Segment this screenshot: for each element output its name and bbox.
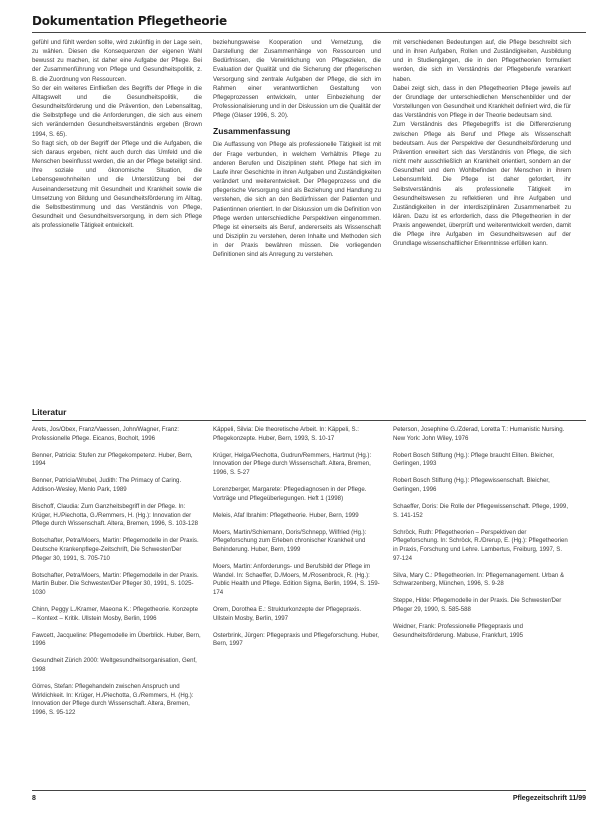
reference-column-1 xyxy=(32,426,202,726)
reference-entry: Meleis, Afaf Ibrahim: Pflegetheorie. Huber, Bern, 1999 xyxy=(213,511,359,519)
literature-rule xyxy=(32,420,586,421)
reference-entry: Benner, Patricia/Wrubel, Judith: The Primacy of Caring. Addison-Wesley, Menlo Park, 1989 xyxy=(32,477,182,493)
journal-issue: Pflegezeitschrift 11/99 xyxy=(512,795,586,802)
reference-entry: Orem, Dorothea E.: Strukturkonzepte der Pflegepraxis. Ullstein Mosby, Berlin, 1997 xyxy=(213,605,362,622)
running-header-title: Dokumentation Pflegetheorie xyxy=(32,14,227,28)
page-number: 8 xyxy=(32,795,36,802)
reference-entry: Botschafter, Petra/Moers, Martin: Pflegemodelle in der Praxis. Deutsche Krankenpflege-Zeitschrift, Die Schwester/Der Pfleger 30, 1991, S. 705-710 xyxy=(32,537,199,562)
reference-entry: Käppeli, Silvia: Die theoretische Arbeit. In: Käppeli, S.: Pflegekonzepte. Huber, Bern, 1993, S. 10-17 xyxy=(213,426,359,442)
reference-entry: Weidner, Frank: Professionelle Pflegepraxis und Gesundheitsförderung. Mabuse, Frankfurt, 1995 xyxy=(393,623,524,639)
reference-entry: Lorenzberger, Margarete: Pflegediagnosen in der Pflege. Vorträge und Pflegeüberlegungen. Heft 1 (1998) xyxy=(213,485,367,502)
reference-entry: Steppe, Hilde: Pflegemodelle in der Praxis. Die Schwester/Der Pfleger 29, 1990, S. 585-588 xyxy=(393,597,562,613)
reference-entry: Fawcett, Jacqueline: Pflegemodelle im Überblick. Huber, Bern, 1996 xyxy=(32,631,201,648)
paragraph: So der ein weiteres Einfließen des Begriffs der Pflege in die Alltagswelt und die Gesundheitspolitik, die Gesundheitsförderung und die Prävention, den Lebensalltag, die Selbstpflege und die Anforderungen, die sich aus einem sich verändernden Gesundheitsverständnis ergeben (Brown 1994, S. 65). xyxy=(32,84,202,138)
paragraph: mit verschiedenen Bedeutungen auf, die Pflege beschreibt sich und in ihren Aufgaben, Rollen und Zuständigkeiten, Ausbildung und in Studiengängen, die in den Pflegetheorien formuliert werden, die sich im Verständnis der Pflegeberufe verankert haben. xyxy=(393,39,571,83)
reference-entry: Peterson, Josephine G./Zderad, Loretta T.: Humanistic Nursing. New York: John Wiley, 1976 xyxy=(393,426,565,442)
reference-entry: Moers, Martin/Schiemann, Doris/Schnepp, Wilfried (Hg.): Pflegeforschung zum Erleben chronischer Krankheit und Behinderung. Huber, Bern, 1999 xyxy=(213,528,367,553)
reference-entry: Moers, Martin: Anforderungs- und Berufsbild der Pflege im Wandel. In: Schaeffer, D./Moers, M./Rosenbrock, R. (Hg.): Public Health und Pflege. Edition Sigma, Berlin, 1994, S. 159-174 xyxy=(213,563,380,596)
reference-column-3 xyxy=(393,426,571,649)
paragraph: gefühl und fühlt werden sollte, wird zukünftig in der Lage sein, zu wählen. Diesen die Konsequenzen der eigenen Wahl bewusst zu machen, ist daher eine Aufgabe der Pflege. Bei der Zusammenführung von Pflege und Gesundheitspolitik, z. B. die Zuordnung von Ressourcen. xyxy=(32,39,202,83)
header-rule xyxy=(32,32,586,33)
paragraph: beziehungsweise Kooperation und Vernetzung, die Darstellung der Zusammenhänge von Ressourcen und Bedürfnissen, die Verwirklichung von Pflegezielen, die Evaluation der Qualität und die Sicherung der pflegerischen Versorgung sind zentrale Aufgaben der Pflege, die sich im Rahmen einer verantwortlichen Gestaltung von Pflegeprozessen entwickeln, unter Einbeziehung der Professionalisierung und in der Diskussion um die Qualität der Pflege (Glaser 1996, S. 20). xyxy=(213,39,382,120)
reference-entry: Schaeffer, Doris: Die Rolle der Pflegewissenschaft. Pflege, 1999, S. 141-152 xyxy=(393,503,569,519)
body-column-2 xyxy=(213,38,381,259)
reference-entry: Botschafter, Petra/Moers, Martin: Pflegemodelle in der Praxis. Martin Buber. Die Schwester/Der Pfleger 30, 1991, S. 1025-1030 xyxy=(32,571,199,596)
reference-entry: Chinn, Peggy L./Kramer, Maeona K.: Pflegetheorie. Konzepte – Kontext – Kritik. Ullstein Mosby, Berlin, 1996 xyxy=(32,605,198,622)
reference-entry: Krüger, Helga/Piechotta, Gudrun/Remmers, Hartmut (Hg.): Innovation der Pflege durch Wissenschaft. Altera, Bremen, 1996, S. 5-27 xyxy=(213,451,372,476)
paragraph: Die Auffassung von Pflege als professionelle Tätigkeit ist mit der Frage verbunden, in welchem Verhältnis Pflege zu anderen Berufen und Disziplinen steht. Pflege hat sich im Laufe ihrer Geschichte in ihren Aufgaben und Zuständigkeiten verändert und weiterentwickelt. Der Pflegeprozess und die pflegerische Versorgung sind als Beziehung und Handlung zu verstehen, die sich an den Bedürfnissen der Patienten und Patientinnen orientiert. In der Diskussion um die Definition von Pflege werden unterschiedliche Perspektiven eingenommen. Pflege ist einerseits als Beruf, andererseits als Wissenschaft und Disziplin zu verstehen, deren Inhalte und Methoden sich in der Praxis bewähren müssen. Die vorliegenden Definitionen sind als Anregung zu verstehen. xyxy=(213,141,382,259)
body-column-1 xyxy=(32,38,202,230)
reference-entry: Bischoff, Claudia: Zum Ganzheitsbegriff in der Pflege. In: Krüger, H./Piechotta, G./Remmers, H. (Hg.): Innovation der Pflege durch Wissenschaft. Altera, Bremen, 1996, S. 103-128 xyxy=(32,503,198,528)
footer-rule xyxy=(32,790,586,791)
reference-entry: Robert Bosch Stiftung (Hg.): Pflege braucht Eliten. Bleicher, Gerlingen, 1993 xyxy=(393,451,554,468)
paragraph: Dabei zeigt sich, dass in den Pflegetheorien Pflege jeweils auf der Grundlage der unterschiedlichen Menschenbilder und der Vorstellungen von Gesundheit und Krankheit definiert wird, die für das Verständnis von Pflege in der Theorie bedeutsam sind. xyxy=(393,84,571,120)
reference-entry: Görres, Stefan: Pflegehandeln zwischen Anspruch und Wirklichkeit. In: Krüger, H./Piechotta, G./Remmers, H. (Hg.): Innovation der Pflege durch Wissenschaft. Altera, Bremen, 1996, S. 95-122 xyxy=(32,682,194,716)
body-column-3 xyxy=(393,38,571,249)
reference-entry: Silva, Mary C.: Pflegetheorien. In: Pflegemanagement. Urban & Schwarzenberg, München, 1996, S. 9-28 xyxy=(393,571,565,588)
literature-heading: Literatur xyxy=(32,407,67,417)
reference-entry: Osterbrink, Jürgen: Pflegepraxis und Pflegeforschung. Huber, Bern, 1997 xyxy=(213,631,379,648)
section-heading-summary: Zusammenfassung xyxy=(213,126,291,137)
reference-entry: Arets, Jos/Obex, Franz/Vaessen, John/Wagner, Franz: Professionelle Pflege. Eicanos, Bocholt, 1996 xyxy=(32,426,179,442)
reference-entry: Benner, Patricia: Stufen zur Pflegekompetenz. Huber, Bern, 1994 xyxy=(32,451,193,468)
paragraph: So fragt sich, ob der Begriff der Pflege und die Aufgaben, die sich daraus ergeben, nicht auch durch das Umfeld und die Menschen beeinflusst werden, die an der Pflege beteiligt sind. Ihre soziale und ökonomische Situation, die Lebensgewohnheiten und die Unterstützung bei der Auseinandersetzung mit Gesundheit und Krankheit sowie die Umsetzung von Bildung und Gesundheitsförderung im Alltag, die Selbstbestimmung und das Verständnis von Pflege, Gesundheit und Gesundheitsversorgung, in dem sich Pflege als professionelle Tätigkeit entwickelt. xyxy=(32,139,202,230)
reference-entry: Schröck, Ruth: Pflegetheorien – Perspektiven der Pflegeforschung. In: Schröck, R./Drerup, E. (Hg.): Pflegetheorien in Praxis, Forschung und Lehre. Lambertus, Freiburg, 1997, S. 97-124 xyxy=(393,528,568,562)
reference-entry: Gesundheit Zürich 2000: Weltgesundheitsorganisation, Genf, 1998 xyxy=(32,657,197,673)
reference-entry: Robert Bosch Stiftung (Hg.): Pflegewissenschaft. Bleicher, Gerlingen, 1996 xyxy=(393,477,550,493)
reference-column-2 xyxy=(213,426,381,657)
paragraph: Zum Verständnis des Pflegebegriffs ist die Differenzierung zwischen Pflege als Beruf und Pflege als Wissenschaft bedeutsam. Aus der Perspektive der Gesundheitsförderung und Prävention erweitert sich das Verständnis von Pflege, die sich nicht mehr ausschließlich an Krankheit orientiert, sondern an der Gesundheit und dem Wohlbefinden der Menschen in ihrem Lebensumfeld. Die Pflege ist daher gefordert, ihr Selbstverständnis als professionelle Tätigkeit im Gesundheitswesen zu reflektieren und ihre Aufgaben und Zuständigkeiten in der interdisziplinären Zusammenarbeit zu klären. Dazu ist es erforderlich, dass die Pflegetheorien in der Praxis angewendet, überprüft und weiterentwickelt werden, damit die Pflege ihre Aufgaben im Gesundheitswesen auf der Grundlage wissenschaftlicher Erkenntnisse erfüllen kann. xyxy=(393,121,571,248)
